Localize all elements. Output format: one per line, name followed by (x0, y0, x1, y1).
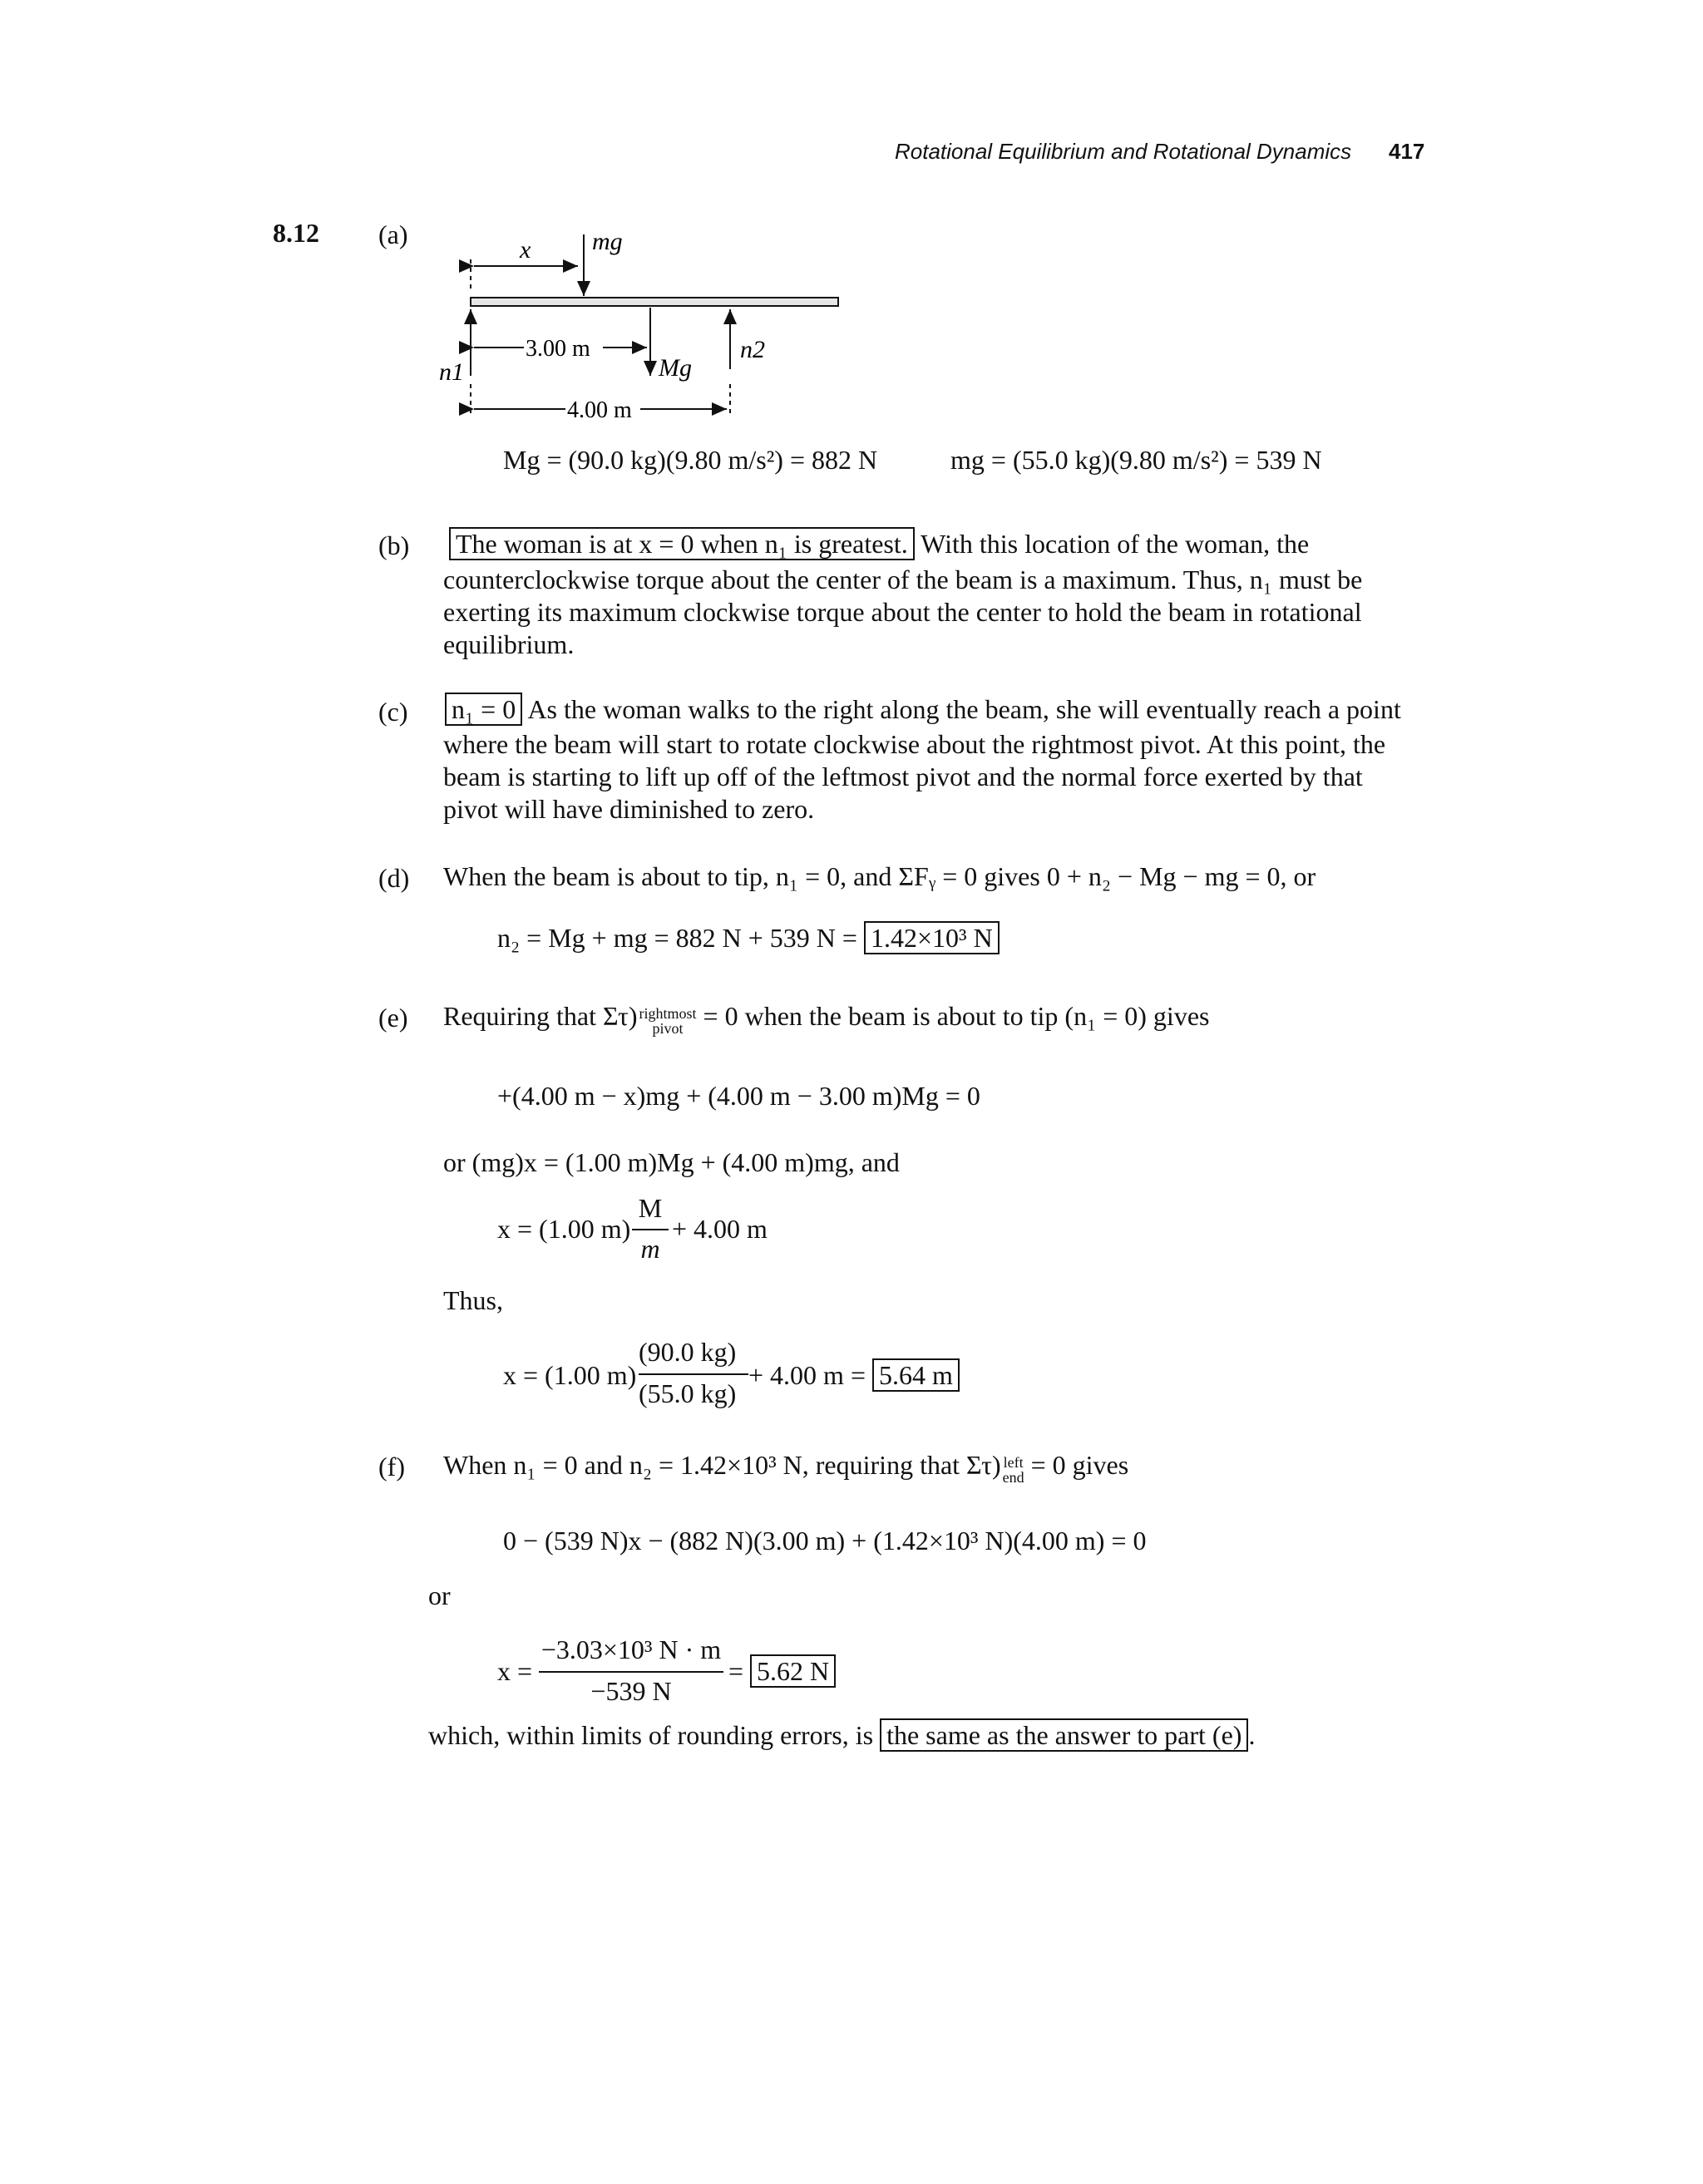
part-e-equation-1: +(4.00 m − x)mg + (4.00 m − 3.00 m)Mg = 0 (497, 1081, 980, 1111)
part-b-boxed-answer: The woman is at x = 0 when n₁ is greatest. (449, 527, 915, 560)
part-f-or: or (428, 1580, 451, 1610)
equation-mg: mg = (55.0 kg)(9.80 m/s²) = 539 N (950, 445, 1322, 475)
part-f-equation-1: 0 − (539 N)x − (882 N)(3.00 m) + (1.42×10³ N)(4.00 m) = 0 (503, 1526, 1147, 1555)
part-f-last-line (428, 1719, 1255, 1752)
part-f-line1-start: When n₁ = 0 and n₂ = 1.42×10³ N, requiring that Στ) (443, 1450, 1001, 1480)
beam-diagram (432, 218, 848, 426)
part-d-equation (497, 923, 1000, 954)
part-e-equation-4-denominator: (55.0 kg) (639, 1378, 737, 1408)
part-e-equation-3-lhs: x = (1.00 m) (497, 1214, 631, 1244)
part-e-subscript (639, 1006, 697, 1036)
problem-number: 8.12 (273, 218, 319, 248)
part-b-line3: exerting its maximum clockwise torque about the center to hold the beam in rotational (443, 597, 1362, 627)
part-e-boxed-answer: 5.64 m (872, 1358, 960, 1392)
part-d-boxed-answer: 1.42×10³ N (864, 921, 1000, 954)
mg-label: mg (592, 228, 623, 255)
part-e-equation-3-rhs: + 4.00 m (672, 1214, 768, 1244)
part-b-line2: counterclockwise torque about the center of the beam is a maximum. Thus, n₁ must be (443, 564, 1363, 594)
part-d-line1: When the beam is about to tip, n₁ = 0, and ΣFᵧ = 0 gives 0 + n₂ − Mg − mg = 0, or (443, 861, 1316, 891)
part-f-line1-end: = 0 gives (1030, 1450, 1129, 1480)
part-d-label: (d) (378, 863, 410, 893)
part-e-fraction-bar-2 (639, 1373, 748, 1375)
part-c-line3: beam is starting to lift up off of the leftmost pivot and the normal force exerted by that (443, 762, 1363, 791)
part-f-boxed-conclusion: the same as the answer to part (e) (880, 1718, 1248, 1752)
part-e-equation-4-rhs (748, 1360, 960, 1391)
part-f-equation-2-lhs: x = (497, 1656, 533, 1686)
part-e-equation-3-numerator: M (638, 1193, 663, 1223)
part-e-line1 (443, 1000, 1209, 1036)
part-b-line1-rest: With this location of the woman, the (921, 529, 1310, 559)
part-c-line2: where the beam will start to rotate clockwise about the rightmost pivot. At this point, the (443, 729, 1386, 759)
part-f-equation-2-rhs (728, 1656, 836, 1687)
part-d-equation-lhs: n₂ = Mg + mg = 882 N + 539 N = (497, 923, 857, 953)
part-b-line1 (449, 528, 1309, 560)
part-f-equation-2-denominator: −539 N (590, 1676, 672, 1706)
part-b-label: (b) (378, 530, 410, 560)
Mg-label: Mg (659, 354, 692, 382)
part-f-subscript-bottom: end (1002, 1469, 1024, 1486)
three-meter-label: 3.00 m (526, 336, 590, 362)
part-f-equals: = (728, 1656, 744, 1686)
part-f-boxed-answer: 5.62 N (750, 1654, 836, 1688)
part-e-subscript-bottom: pivot (652, 1020, 684, 1037)
part-a-label: (a) (378, 219, 408, 249)
part-e-equation-4-numerator: (90.0 kg) (639, 1337, 737, 1367)
part-c-line1 (445, 693, 1401, 726)
n1-label: n1 (439, 358, 464, 386)
part-e-equation-4-lhs: x = (1.00 m) (503, 1360, 637, 1390)
four-meter-label: 4.00 m (567, 397, 632, 423)
part-e-equation-4-rhs-text: + 4.00 m = (748, 1360, 866, 1390)
part-f-line1 (443, 1449, 1128, 1485)
part-e-thus: Thus, (443, 1285, 503, 1315)
part-f-period: . (1248, 1720, 1256, 1750)
page-number: 417 (1389, 139, 1425, 164)
part-e-equation-3-denominator: m (640, 1234, 660, 1264)
running-title: Rotational Equilibrium and Rotational Dynamics (895, 139, 1352, 164)
n2-label: n2 (740, 336, 765, 363)
part-c-line1-rest: As the woman walks to the right along the beam, she will eventually reach a point (527, 694, 1401, 724)
part-c-boxed-answer: n₁ = 0 (445, 693, 522, 726)
part-e-label: (e) (378, 1003, 408, 1033)
part-f-label: (f) (378, 1452, 405, 1481)
part-e-fraction-bar-1 (632, 1229, 669, 1230)
part-f-subscript-top: left (1003, 1454, 1024, 1471)
part-c-label: (c) (378, 697, 408, 727)
part-c-line4: pivot will have diminished to zero. (443, 794, 815, 824)
equation-Mg: Mg = (90.0 kg)(9.80 m/s²) = 882 N (503, 445, 878, 475)
part-e-line1-end: = 0 when the beam is about to tip (n₁ = 0) gives (703, 1001, 1210, 1031)
beam (471, 298, 838, 306)
part-e-line1-start: Requiring that Στ) (443, 1001, 638, 1031)
part-f-equation-2-numerator: −3.03×10³ N · m (541, 1634, 722, 1664)
part-e-equation-2: or (mg)x = (1.00 m)Mg + (4.00 m)mg, and (443, 1147, 900, 1177)
part-f-last-line-text: which, within limits of rounding errors, is (428, 1720, 874, 1750)
part-f-subscript (1003, 1455, 1024, 1485)
part-b-line4: equilibrium. (443, 629, 575, 659)
x-label: x (520, 236, 531, 264)
part-e-subscript-top: rightmost (639, 1005, 697, 1022)
part-f-fraction-bar (539, 1671, 723, 1673)
